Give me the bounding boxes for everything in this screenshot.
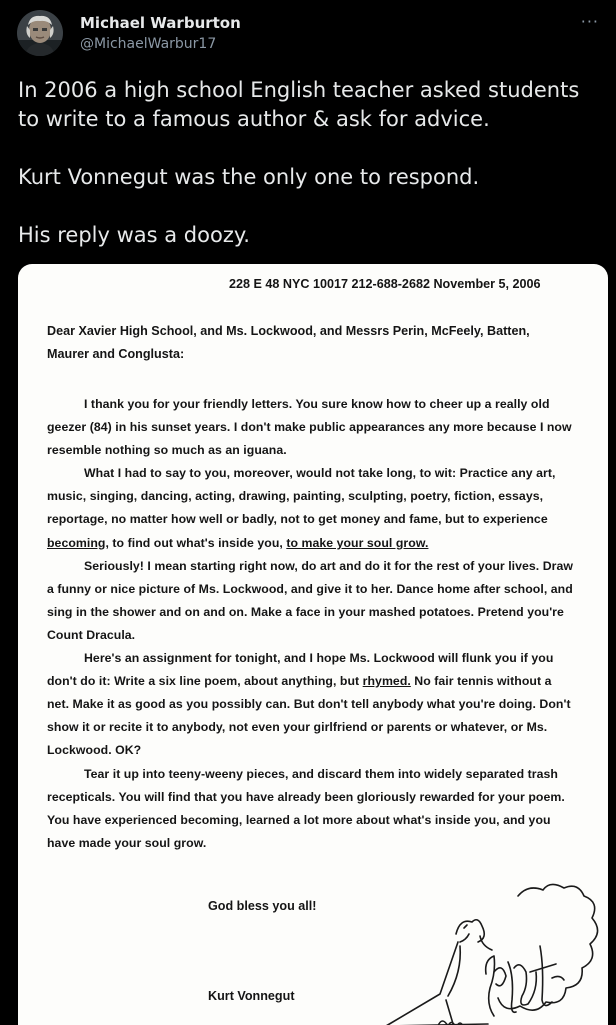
tweet-paragraph: Kurt Vonnegut was the only one to respond. bbox=[18, 165, 480, 189]
avatar[interactable] bbox=[17, 10, 63, 56]
letter-text: What I had to say to you, moreover, would not take long, to wit: Practice any art, music, singing, dancing, acting, drawing, painting, sculpting, poetry, fiction, essays, reportage, no matter how well or badly, not to get money and fame, but to experience bbox=[47, 466, 556, 527]
letter-body bbox=[47, 393, 575, 855]
tweet-text bbox=[18, 76, 603, 250]
letter-text: Here's an assignment for tonight, and I hope Ms. Lockwood will flunk you if you don't do it: Write a six line poem, about anything, but bbox=[47, 651, 554, 689]
letter-salutation: Dear Xavier High School, and Ms. Lockwood, and Messrs Perin, McFeely, Batten, Maurer and Conglusta: bbox=[47, 324, 530, 361]
letter-address-line: 228 E 48 NYC 10017 212-688-2682 November 5, 2006 bbox=[229, 277, 541, 291]
letter-paragraph-4 bbox=[47, 647, 575, 762]
author-name[interactable]: Michael Warburton bbox=[80, 14, 241, 32]
author-handle[interactable]: @MichaelWarbur17 bbox=[80, 36, 217, 52]
avatar-photo-icon bbox=[17, 10, 63, 56]
underlined-word-becoming: becoming bbox=[47, 535, 106, 550]
signature-drawing-icon bbox=[368, 876, 608, 1025]
letter-paragraph-2 bbox=[47, 462, 575, 554]
tweet-paragraph: His reply was a doozy. bbox=[18, 223, 250, 247]
letter-paragraph-3: Seriously! I mean starting right now, do art and do it for the rest of your lives. Draw a funny or nice picture of Ms. Lockwood, and give it to her. Dance home after school, and sing in the shower and on and on. Make a face in your mashed potatoes. Pretend you're Count Dracula. bbox=[47, 558, 574, 642]
underlined-word-rhymed: rhymed. bbox=[362, 674, 411, 689]
letter-text: No fair tennis without a net. Make it as good as you possibly can. But don't tell anybody what you're doing. Don't show it or recite it to anybody, not even your girlfriend or parents or whatever, or Ms. Lockwood. OK? bbox=[47, 674, 571, 758]
underlined-phrase-soul-grow: to make your soul grow. bbox=[286, 535, 429, 550]
tweet-paragraph: In 2006 a high school English teacher asked students to write to a famous author & ask for advice. bbox=[18, 78, 580, 131]
letter-text: , to find out what's inside you, bbox=[105, 535, 287, 550]
tweet-header bbox=[17, 10, 599, 60]
letter-signature-name: Kurt Vonnegut bbox=[208, 989, 295, 1003]
letter-closing: God bless you all! bbox=[208, 899, 317, 913]
letter-paragraph-5: Tear it up into teeny-weeny pieces, and discard them into widely separated trash recepticals. You will find that you have already been gloriously rewarded for your poem. You have experienced becoming, learned a lot more about what's inside you, and you have made your soul grow. bbox=[47, 766, 565, 850]
letter-paragraph-1: I thank you for your friendly letters. You sure know how to cheer up a really old geezer (84) in his sunset years. I don't make public appearances any more because I now resemble nothing so much as an iguana. bbox=[47, 397, 572, 458]
more-horizontal-icon[interactable]: ··· bbox=[580, 12, 599, 31]
letter-image[interactable] bbox=[18, 264, 608, 1025]
